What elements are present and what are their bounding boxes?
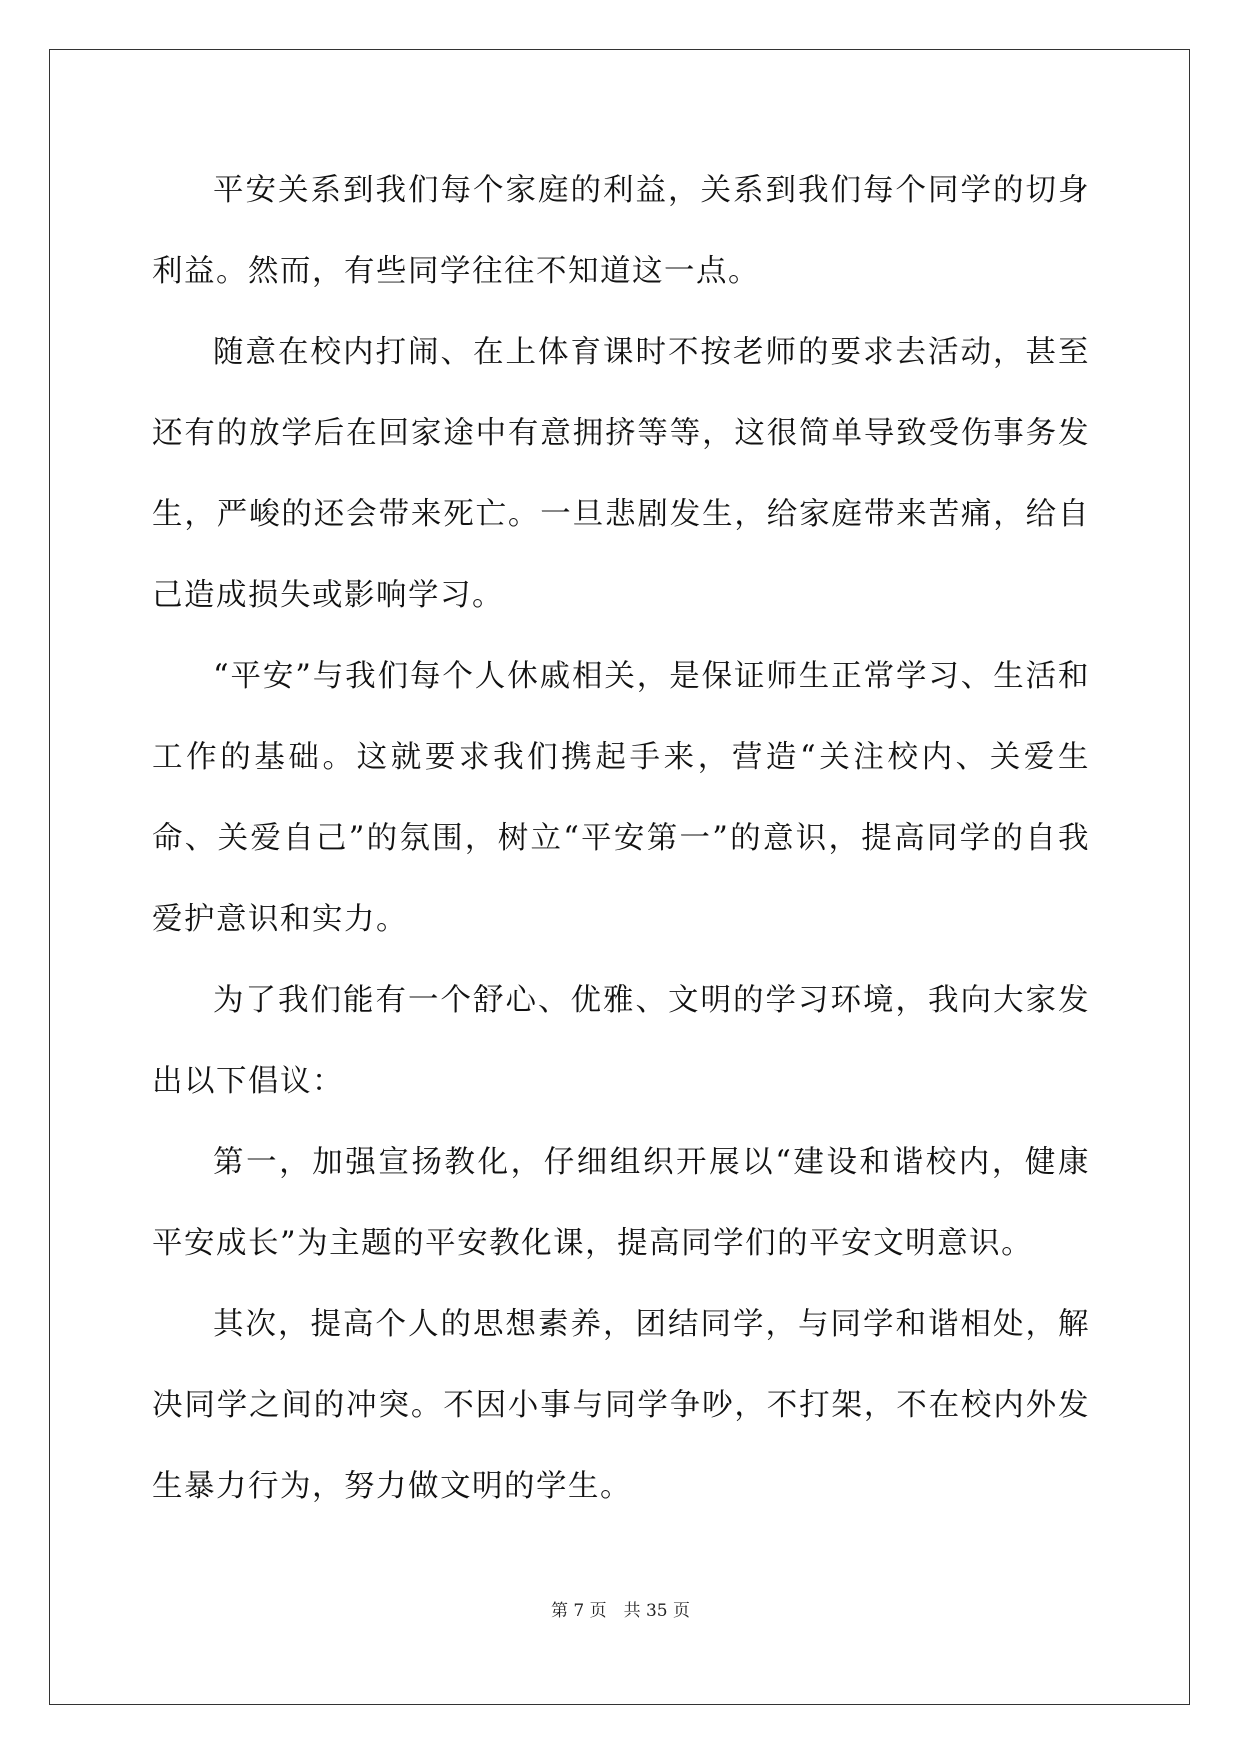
paragraph-4: 为了我们能有一个舒心、优雅、文明的学习环境，我向大家发出以下倡议： [152, 983, 1090, 1099]
paragraph-5: 第一，加强宣扬教化，仔细组织开展以“建设和谐校内，健康平安成长”为主题的平安教化课，提高同学们的平安文明意识。 [152, 1145, 1090, 1261]
document-body [152, 150, 1090, 1527]
paragraph-6: 其次，提高个人的思想素养，团结同学，与同学和谐相处，解决同学之间的冲突。不因小事与同学争吵，不打架，不在校内外发生暴力行为，努力做文明的学生。 [152, 1307, 1090, 1504]
paragraph-2: 随意在校内打闹、在上体育课时不按老师的要求去活动，甚至还有的放学后在回家途中有意拥挤等等，这很简单导致受伤事务发生，严峻的还会带来死亡。一旦悲剧发生，给家庭带来苦痛，给自己造成损失或影响学习。 [152, 335, 1090, 613]
page-number-footer: 第 7 页 共 35 页 [550, 1601, 691, 1621]
paragraph-1: 平安关系到我们每个家庭的利益，关系到我们每个同学的切身利益。然而，有些同学往往不知道这一点。 [152, 173, 1090, 289]
paragraph-3: “平安”与我们每个人休戚相关，是保证师生正常学习、生活和工作的基础。这就要求我们携起手来，营造“关注校内、关爱生命、关爱自己”的氛围，树立“平安第一”的意识，提高同学的自我爱护意识和实力。 [152, 659, 1090, 937]
